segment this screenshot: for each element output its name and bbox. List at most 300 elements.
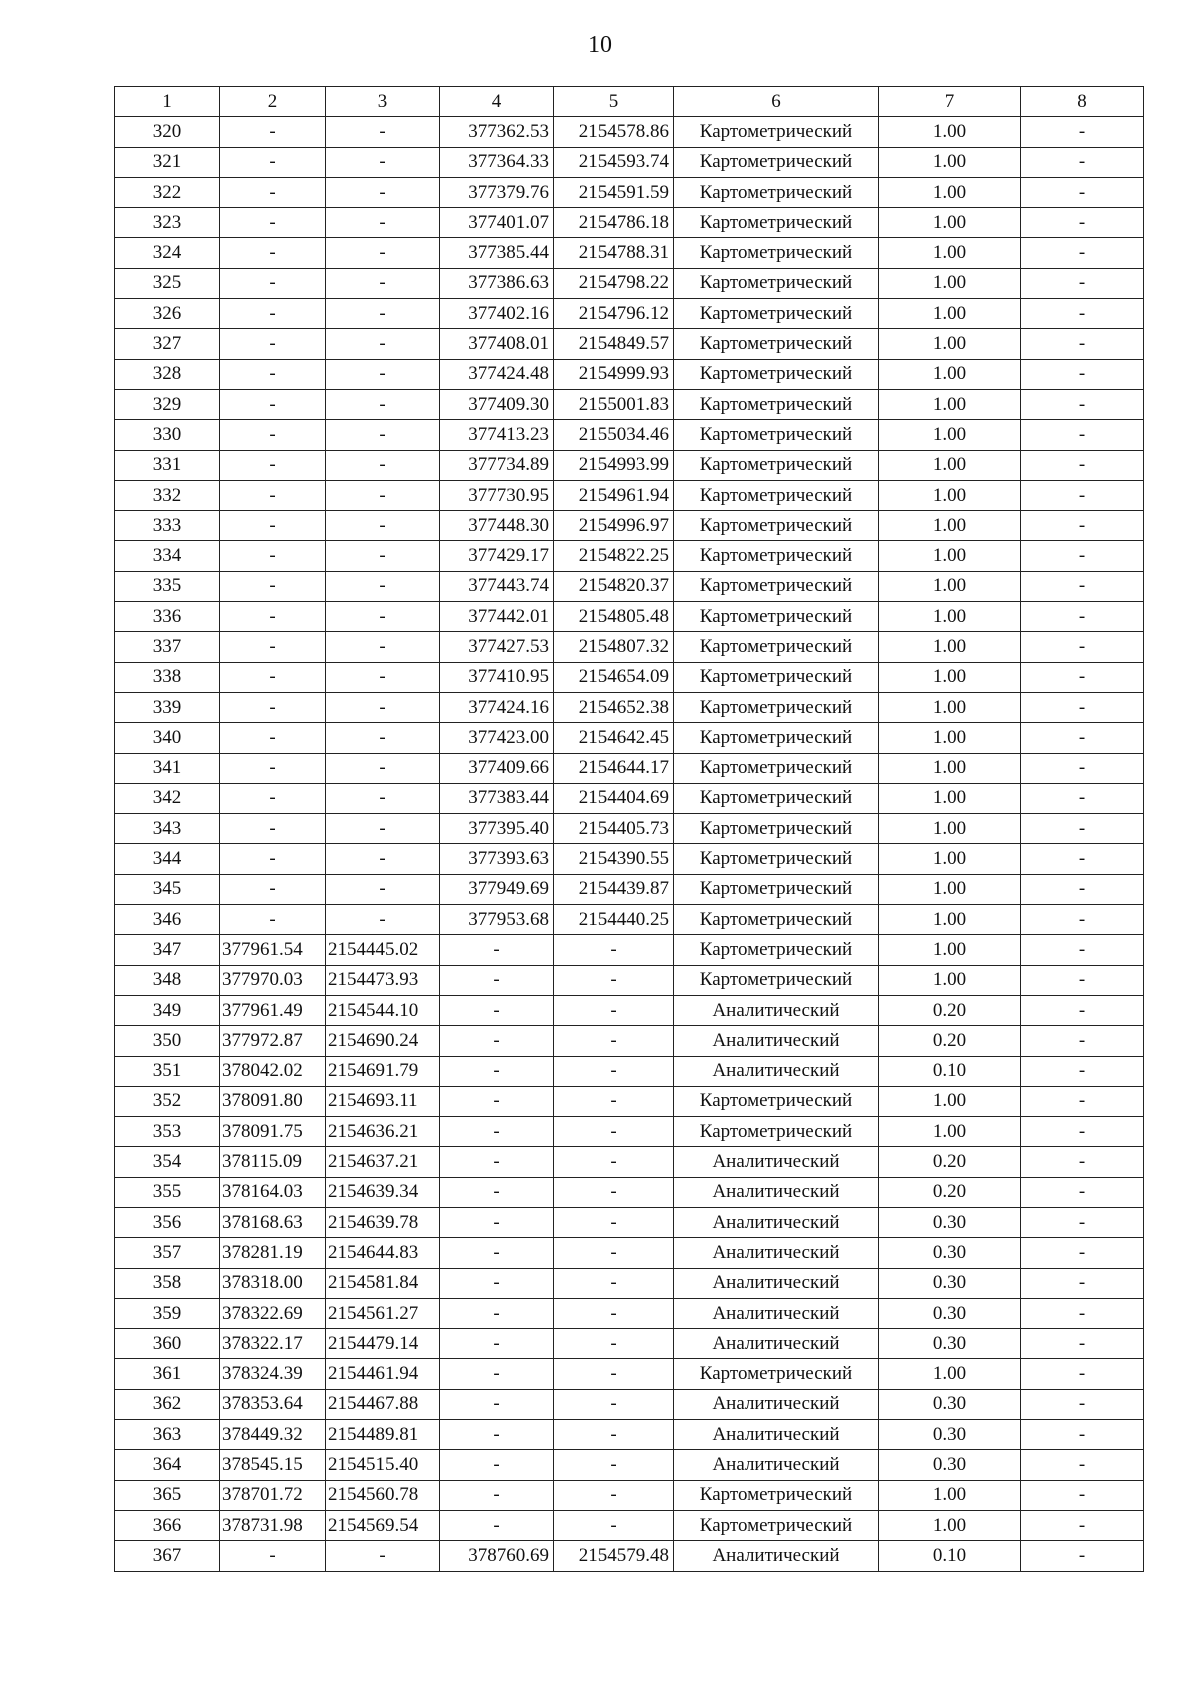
table-cell-col-1: 355 <box>115 1177 220 1207</box>
table-cell-col-2: 378168.63 <box>220 1207 326 1237</box>
table-cell-col-4: 377408.01 <box>440 329 554 359</box>
table-cell-col-8: - <box>1021 783 1144 813</box>
table-cell-col-8: - <box>1021 1147 1144 1177</box>
table-cell-col-1: 333 <box>115 511 220 541</box>
table-cell-col-1: 336 <box>115 602 220 632</box>
table-cell-col-3: - <box>326 571 440 601</box>
table-cell-col-3: 2154561.27 <box>326 1298 440 1328</box>
table-cell-col-5: - <box>554 1056 674 1086</box>
column-header-1: 1 <box>115 87 220 117</box>
table-cell-col-7: 1.00 <box>879 147 1021 177</box>
table-row <box>115 905 1144 935</box>
table-row <box>115 329 1144 359</box>
table-row <box>115 1450 1144 1480</box>
table-cell-col-1: 330 <box>115 420 220 450</box>
table-cell-col-3: 2154637.21 <box>326 1147 440 1177</box>
column-header-2: 2 <box>220 87 326 117</box>
table-cell-col-5: 2155001.83 <box>554 389 674 419</box>
table-cell-col-6: Картометрический <box>674 268 879 298</box>
table-cell-col-6: Картометрический <box>674 299 879 329</box>
table-cell-col-3: - <box>326 905 440 935</box>
table-row <box>115 117 1144 147</box>
table-row <box>115 632 1144 662</box>
table-cell-col-4: 377386.63 <box>440 268 554 298</box>
table-cell-col-4: 377730.95 <box>440 480 554 510</box>
table-cell-col-3: 2154560.78 <box>326 1480 440 1510</box>
table-row <box>115 511 1144 541</box>
table-cell-col-3: 2154644.83 <box>326 1238 440 1268</box>
table-cell-col-4: - <box>440 1450 554 1480</box>
table-cell-col-2: 377970.03 <box>220 965 326 995</box>
column-header-3: 3 <box>326 87 440 117</box>
table-cell-col-2: - <box>220 844 326 874</box>
table-cell-col-4: 377385.44 <box>440 238 554 268</box>
table-cell-col-4: 377442.01 <box>440 602 554 632</box>
table-cell-col-7: 0.20 <box>879 1177 1021 1207</box>
table-cell-col-5: - <box>554 1510 674 1540</box>
table-cell-col-8: - <box>1021 1086 1144 1116</box>
table-cell-col-7: 0.30 <box>879 1238 1021 1268</box>
table-cell-col-4: - <box>440 1086 554 1116</box>
table-cell-col-2: 378701.72 <box>220 1480 326 1510</box>
table-row <box>115 359 1144 389</box>
table-cell-col-4: 377443.74 <box>440 571 554 601</box>
table-cell-col-1: 351 <box>115 1056 220 1086</box>
table-cell-col-6: Аналитический <box>674 1450 879 1480</box>
table-cell-col-4: 377949.69 <box>440 874 554 904</box>
table-cell-col-4: - <box>440 1026 554 1056</box>
table-cell-col-1: 329 <box>115 389 220 419</box>
table-cell-col-7: 1.00 <box>879 844 1021 874</box>
table-header <box>115 87 1144 117</box>
table-cell-col-7: 1.00 <box>879 511 1021 541</box>
table-cell-col-6: Картометрический <box>674 571 879 601</box>
table-cell-col-2: - <box>220 541 326 571</box>
table-cell-col-4: 377409.66 <box>440 753 554 783</box>
table-cell-col-1: 350 <box>115 1026 220 1056</box>
table-cell-col-8: - <box>1021 753 1144 783</box>
table-cell-col-2: - <box>220 480 326 510</box>
table-row <box>115 662 1144 692</box>
table-cell-col-2: - <box>220 905 326 935</box>
table-cell-col-6: Аналитический <box>674 1238 879 1268</box>
table-cell-col-8: - <box>1021 1207 1144 1237</box>
table-cell-col-8: - <box>1021 935 1144 965</box>
table-cell-col-3: - <box>326 874 440 904</box>
table-cell-col-1: 332 <box>115 480 220 510</box>
table-cell-col-7: 1.00 <box>879 117 1021 147</box>
table-cell-col-5: 2154579.48 <box>554 1541 674 1571</box>
table-row <box>115 844 1144 874</box>
table-cell-col-1: 324 <box>115 238 220 268</box>
table-cell-col-7: 1.00 <box>879 1480 1021 1510</box>
table-cell-col-7: 1.00 <box>879 814 1021 844</box>
table-cell-col-7: 1.00 <box>879 632 1021 662</box>
column-header-4: 4 <box>440 87 554 117</box>
table-cell-col-2: 378353.64 <box>220 1389 326 1419</box>
table-cell-col-2: - <box>220 389 326 419</box>
table-cell-col-7: 1.00 <box>879 935 1021 965</box>
table-cell-col-4: 377424.48 <box>440 359 554 389</box>
table-cell-col-2: - <box>220 753 326 783</box>
table-cell-col-4: - <box>440 1389 554 1419</box>
table-cell-col-5: - <box>554 1117 674 1147</box>
page-number: 10 <box>588 32 612 58</box>
table-cell-col-6: Картометрический <box>674 177 879 207</box>
table-cell-col-8: - <box>1021 1329 1144 1359</box>
table-cell-col-3: - <box>326 814 440 844</box>
table-cell-col-5: 2154788.31 <box>554 238 674 268</box>
table-row <box>115 1389 1144 1419</box>
table-cell-col-1: 347 <box>115 935 220 965</box>
table-cell-col-5: - <box>554 1238 674 1268</box>
table-cell-col-4: 377953.68 <box>440 905 554 935</box>
table-row <box>115 753 1144 783</box>
table-cell-col-7: 1.00 <box>879 541 1021 571</box>
table-cell-col-7: 1.00 <box>879 905 1021 935</box>
table-cell-col-6: Картометрический <box>674 420 879 450</box>
table-cell-col-8: - <box>1021 844 1144 874</box>
table-cell-col-8: - <box>1021 238 1144 268</box>
table-cell-col-5: 2154796.12 <box>554 299 674 329</box>
table-cell-col-6: Картометрический <box>674 905 879 935</box>
table-cell-col-6: Картометрический <box>674 541 879 571</box>
table-row <box>115 1207 1144 1237</box>
table-cell-col-6: Картометрический <box>674 602 879 632</box>
table-cell-col-2: 378281.19 <box>220 1238 326 1268</box>
table-cell-col-8: - <box>1021 177 1144 207</box>
table-cell-col-1: 321 <box>115 147 220 177</box>
table-cell-col-6: Картометрический <box>674 117 879 147</box>
table-cell-col-5: 2154999.93 <box>554 359 674 389</box>
table-cell-col-7: 1.00 <box>879 480 1021 510</box>
table-cell-col-7: 1.00 <box>879 1359 1021 1389</box>
table-cell-col-8: - <box>1021 117 1144 147</box>
table-cell-col-1: 320 <box>115 117 220 147</box>
table-cell-col-1: 362 <box>115 1389 220 1419</box>
table-cell-col-5: 2154404.69 <box>554 783 674 813</box>
table-cell-col-3: - <box>326 692 440 722</box>
table-cell-col-7: 1.00 <box>879 965 1021 995</box>
table-cell-col-4: 377448.30 <box>440 511 554 541</box>
table-cell-col-5: 2154440.25 <box>554 905 674 935</box>
table-cell-col-5: 2154807.32 <box>554 632 674 662</box>
table-row <box>115 268 1144 298</box>
table-cell-col-3: 2154693.11 <box>326 1086 440 1116</box>
table-cell-col-8: - <box>1021 1268 1144 1298</box>
table-cell-col-5: 2154961.94 <box>554 480 674 510</box>
table-cell-col-6: Картометрический <box>674 450 879 480</box>
table-cell-col-4: 377423.00 <box>440 723 554 753</box>
table-cell-col-4: 377395.40 <box>440 814 554 844</box>
table-cell-col-6: Аналитический <box>674 1420 879 1450</box>
table-cell-col-8: - <box>1021 874 1144 904</box>
table-cell-col-7: 1.00 <box>879 1510 1021 1540</box>
table-cell-col-3: - <box>326 602 440 632</box>
table-cell-col-8: - <box>1021 965 1144 995</box>
table-cell-col-5: 2154996.97 <box>554 511 674 541</box>
table-cell-col-4: - <box>440 1207 554 1237</box>
table-cell-col-1: 325 <box>115 268 220 298</box>
table-cell-col-4: - <box>440 965 554 995</box>
table-cell-col-7: 0.30 <box>879 1450 1021 1480</box>
table-cell-col-4: 377362.53 <box>440 117 554 147</box>
table-cell-col-7: 1.00 <box>879 602 1021 632</box>
table-cell-col-8: - <box>1021 1026 1144 1056</box>
table-cell-col-3: 2154479.14 <box>326 1329 440 1359</box>
table-cell-col-1: 348 <box>115 965 220 995</box>
table-row <box>115 238 1144 268</box>
table-cell-col-2: 378091.75 <box>220 1117 326 1147</box>
table-cell-col-5: 2154798.22 <box>554 268 674 298</box>
table-cell-col-1: 360 <box>115 1329 220 1359</box>
table-cell-col-7: 1.00 <box>879 753 1021 783</box>
table-cell-col-1: 361 <box>115 1359 220 1389</box>
table-cell-col-1: 346 <box>115 905 220 935</box>
table-row <box>115 1177 1144 1207</box>
header-row <box>115 87 1144 117</box>
table-cell-col-7: 0.10 <box>879 1541 1021 1571</box>
table-cell-col-6: Картометрический <box>674 359 879 389</box>
table-row <box>115 1298 1144 1328</box>
table-cell-col-2: 378322.69 <box>220 1298 326 1328</box>
table-cell-col-7: 1.00 <box>879 299 1021 329</box>
table-cell-col-2: - <box>220 602 326 632</box>
table-cell-col-4: - <box>440 1268 554 1298</box>
table-cell-col-2: - <box>220 329 326 359</box>
table-cell-col-3: 2154636.21 <box>326 1117 440 1147</box>
table-cell-col-3: - <box>326 450 440 480</box>
table-cell-col-1: 365 <box>115 1480 220 1510</box>
table-cell-col-4: - <box>440 1056 554 1086</box>
table-cell-col-8: - <box>1021 1238 1144 1268</box>
table-row <box>115 420 1144 450</box>
table-row <box>115 1359 1144 1389</box>
table-cell-col-7: 1.00 <box>879 874 1021 904</box>
table-cell-col-7: 0.30 <box>879 1298 1021 1328</box>
table-cell-col-5: 2154820.37 <box>554 571 674 601</box>
table-cell-col-2: 377961.49 <box>220 995 326 1025</box>
table-cell-col-8: - <box>1021 1298 1144 1328</box>
table-cell-col-2: 378042.02 <box>220 1056 326 1086</box>
table-cell-col-4: 378760.69 <box>440 1541 554 1571</box>
table-cell-col-3: - <box>326 1541 440 1571</box>
table-cell-col-3: 2154489.81 <box>326 1420 440 1450</box>
table-cell-col-5: - <box>554 1268 674 1298</box>
table-cell-col-4: 377427.53 <box>440 632 554 662</box>
table-cell-col-2: 378318.00 <box>220 1268 326 1298</box>
table-cell-col-5: 2154644.17 <box>554 753 674 783</box>
table-cell-col-2: 378545.15 <box>220 1450 326 1480</box>
table-cell-col-4: - <box>440 1117 554 1147</box>
table-cell-col-6: Картометрический <box>674 753 879 783</box>
table-cell-col-5: - <box>554 1147 674 1177</box>
table-cell-col-6: Картометрический <box>674 814 879 844</box>
table-cell-col-2: 377972.87 <box>220 1026 326 1056</box>
table-cell-col-5: - <box>554 1207 674 1237</box>
table-cell-col-8: - <box>1021 299 1144 329</box>
table-cell-col-5: 2154654.09 <box>554 662 674 692</box>
table-cell-col-4: - <box>440 935 554 965</box>
column-header-5: 5 <box>554 87 674 117</box>
table-cell-col-5: 2154652.38 <box>554 692 674 722</box>
table-cell-col-6: Картометрический <box>674 329 879 359</box>
table-cell-col-6: Аналитический <box>674 1541 879 1571</box>
table-cell-col-2: 378115.09 <box>220 1147 326 1177</box>
table-cell-col-4: 377364.33 <box>440 147 554 177</box>
table-cell-col-5: 2154849.57 <box>554 329 674 359</box>
table-cell-col-5: 2154390.55 <box>554 844 674 874</box>
table-cell-col-2: - <box>220 723 326 753</box>
table-cell-col-3: 2154569.54 <box>326 1510 440 1540</box>
table-cell-col-8: - <box>1021 541 1144 571</box>
table-cell-col-6: Картометрический <box>674 1086 879 1116</box>
table-row <box>115 1086 1144 1116</box>
table-cell-col-6: Аналитический <box>674 1177 879 1207</box>
table-cell-col-1: 357 <box>115 1238 220 1268</box>
table-cell-col-5: 2154439.87 <box>554 874 674 904</box>
table-cell-col-4: - <box>440 1298 554 1328</box>
table-cell-col-1: 367 <box>115 1541 220 1571</box>
table-cell-col-3: 2154473.93 <box>326 965 440 995</box>
table-row <box>115 1056 1144 1086</box>
table-cell-col-8: - <box>1021 511 1144 541</box>
table-cell-col-2: 378091.80 <box>220 1086 326 1116</box>
table-cell-col-6: Картометрический <box>674 935 879 965</box>
table-cell-col-1: 356 <box>115 1207 220 1237</box>
table-cell-col-3: - <box>326 268 440 298</box>
table-cell-col-8: - <box>1021 571 1144 601</box>
table-cell-col-6: Картометрический <box>674 511 879 541</box>
table-cell-col-4: 377393.63 <box>440 844 554 874</box>
table-cell-col-5: 2154642.45 <box>554 723 674 753</box>
table-cell-col-3: - <box>326 541 440 571</box>
table-cell-col-3: - <box>326 359 440 389</box>
table-cell-col-5: 2154591.59 <box>554 177 674 207</box>
table-cell-col-4: - <box>440 1420 554 1450</box>
table-cell-col-1: 364 <box>115 1450 220 1480</box>
table-cell-col-8: - <box>1021 1056 1144 1086</box>
table-cell-col-3: - <box>326 208 440 238</box>
table-cell-col-5: - <box>554 1298 674 1328</box>
table-row <box>115 783 1144 813</box>
table-cell-col-3: - <box>326 299 440 329</box>
table-cell-col-7: 1.00 <box>879 1117 1021 1147</box>
table-cell-col-6: Аналитический <box>674 995 879 1025</box>
table-cell-col-4: - <box>440 1238 554 1268</box>
table-cell-col-6: Картометрический <box>674 1510 879 1540</box>
table-cell-col-3: - <box>326 329 440 359</box>
table-cell-col-3: - <box>326 662 440 692</box>
table-cell-col-7: 1.00 <box>879 783 1021 813</box>
table-cell-col-1: 334 <box>115 541 220 571</box>
table-row <box>115 1117 1144 1147</box>
table-cell-col-7: 1.00 <box>879 420 1021 450</box>
table-cell-col-1: 353 <box>115 1117 220 1147</box>
table-cell-col-7: 0.30 <box>879 1389 1021 1419</box>
table-cell-col-3: - <box>326 511 440 541</box>
table-cell-col-7: 0.20 <box>879 995 1021 1025</box>
table-cell-col-8: - <box>1021 602 1144 632</box>
table-cell-col-8: - <box>1021 359 1144 389</box>
table-cell-col-2: 377961.54 <box>220 935 326 965</box>
table-cell-col-2: - <box>220 238 326 268</box>
table-cell-col-8: - <box>1021 632 1144 662</box>
table-row <box>115 1238 1144 1268</box>
table-cell-col-8: - <box>1021 450 1144 480</box>
table-cell-col-3: - <box>326 480 440 510</box>
table-cell-col-3: 2154639.78 <box>326 1207 440 1237</box>
column-header-8: 8 <box>1021 87 1144 117</box>
table-cell-col-8: - <box>1021 662 1144 692</box>
table-row <box>115 571 1144 601</box>
table-cell-col-8: - <box>1021 268 1144 298</box>
table-row <box>115 1026 1144 1056</box>
table-cell-col-1: 349 <box>115 995 220 1025</box>
table-row <box>115 602 1144 632</box>
table-row <box>115 1329 1144 1359</box>
table-cell-col-2: - <box>220 299 326 329</box>
table-row <box>115 480 1144 510</box>
table-cell-col-4: - <box>440 1147 554 1177</box>
table-row <box>115 995 1144 1025</box>
table-cell-col-3: - <box>326 177 440 207</box>
table-cell-col-5: 2155034.46 <box>554 420 674 450</box>
table-cell-col-8: - <box>1021 1450 1144 1480</box>
table-cell-col-6: Картометрический <box>674 692 879 722</box>
table-cell-col-1: 366 <box>115 1510 220 1540</box>
table-cell-col-6: Картометрический <box>674 208 879 238</box>
table-cell-col-5: - <box>554 1177 674 1207</box>
table-cell-col-4: - <box>440 1510 554 1540</box>
table-cell-col-5: - <box>554 1389 674 1419</box>
table-cell-col-4: - <box>440 1480 554 1510</box>
table-cell-col-3: 2154690.24 <box>326 1026 440 1056</box>
table-cell-col-2: - <box>220 147 326 177</box>
table-cell-col-2: - <box>220 692 326 722</box>
table-cell-col-7: 0.20 <box>879 1026 1021 1056</box>
table-row <box>115 450 1144 480</box>
table-cell-col-1: 327 <box>115 329 220 359</box>
table-cell-col-3: - <box>326 632 440 662</box>
table-cell-col-6: Картометрический <box>674 965 879 995</box>
table-cell-col-3: - <box>326 723 440 753</box>
table-cell-col-8: - <box>1021 1510 1144 1540</box>
table-cell-col-8: - <box>1021 1359 1144 1389</box>
table-row <box>115 1147 1144 1177</box>
table-cell-col-5: - <box>554 965 674 995</box>
table-cell-col-7: 1.00 <box>879 450 1021 480</box>
table-cell-col-3: - <box>326 783 440 813</box>
table-cell-col-8: - <box>1021 420 1144 450</box>
table-cell-col-3: 2154445.02 <box>326 935 440 965</box>
table-cell-col-2: - <box>220 814 326 844</box>
table-cell-col-3: - <box>326 147 440 177</box>
table-cell-col-6: Картометрический <box>674 147 879 177</box>
table-row <box>115 208 1144 238</box>
table-cell-col-5: 2154593.74 <box>554 147 674 177</box>
table-body <box>115 117 1144 1571</box>
table-cell-col-1: 326 <box>115 299 220 329</box>
table-cell-col-6: Картометрический <box>674 723 879 753</box>
table-cell-col-2: - <box>220 632 326 662</box>
table-cell-col-5: - <box>554 995 674 1025</box>
table-cell-col-1: 331 <box>115 450 220 480</box>
table-cell-col-7: 1.00 <box>879 268 1021 298</box>
table-cell-col-7: 1.00 <box>879 359 1021 389</box>
table-cell-col-8: - <box>1021 1480 1144 1510</box>
table-cell-col-8: - <box>1021 147 1144 177</box>
